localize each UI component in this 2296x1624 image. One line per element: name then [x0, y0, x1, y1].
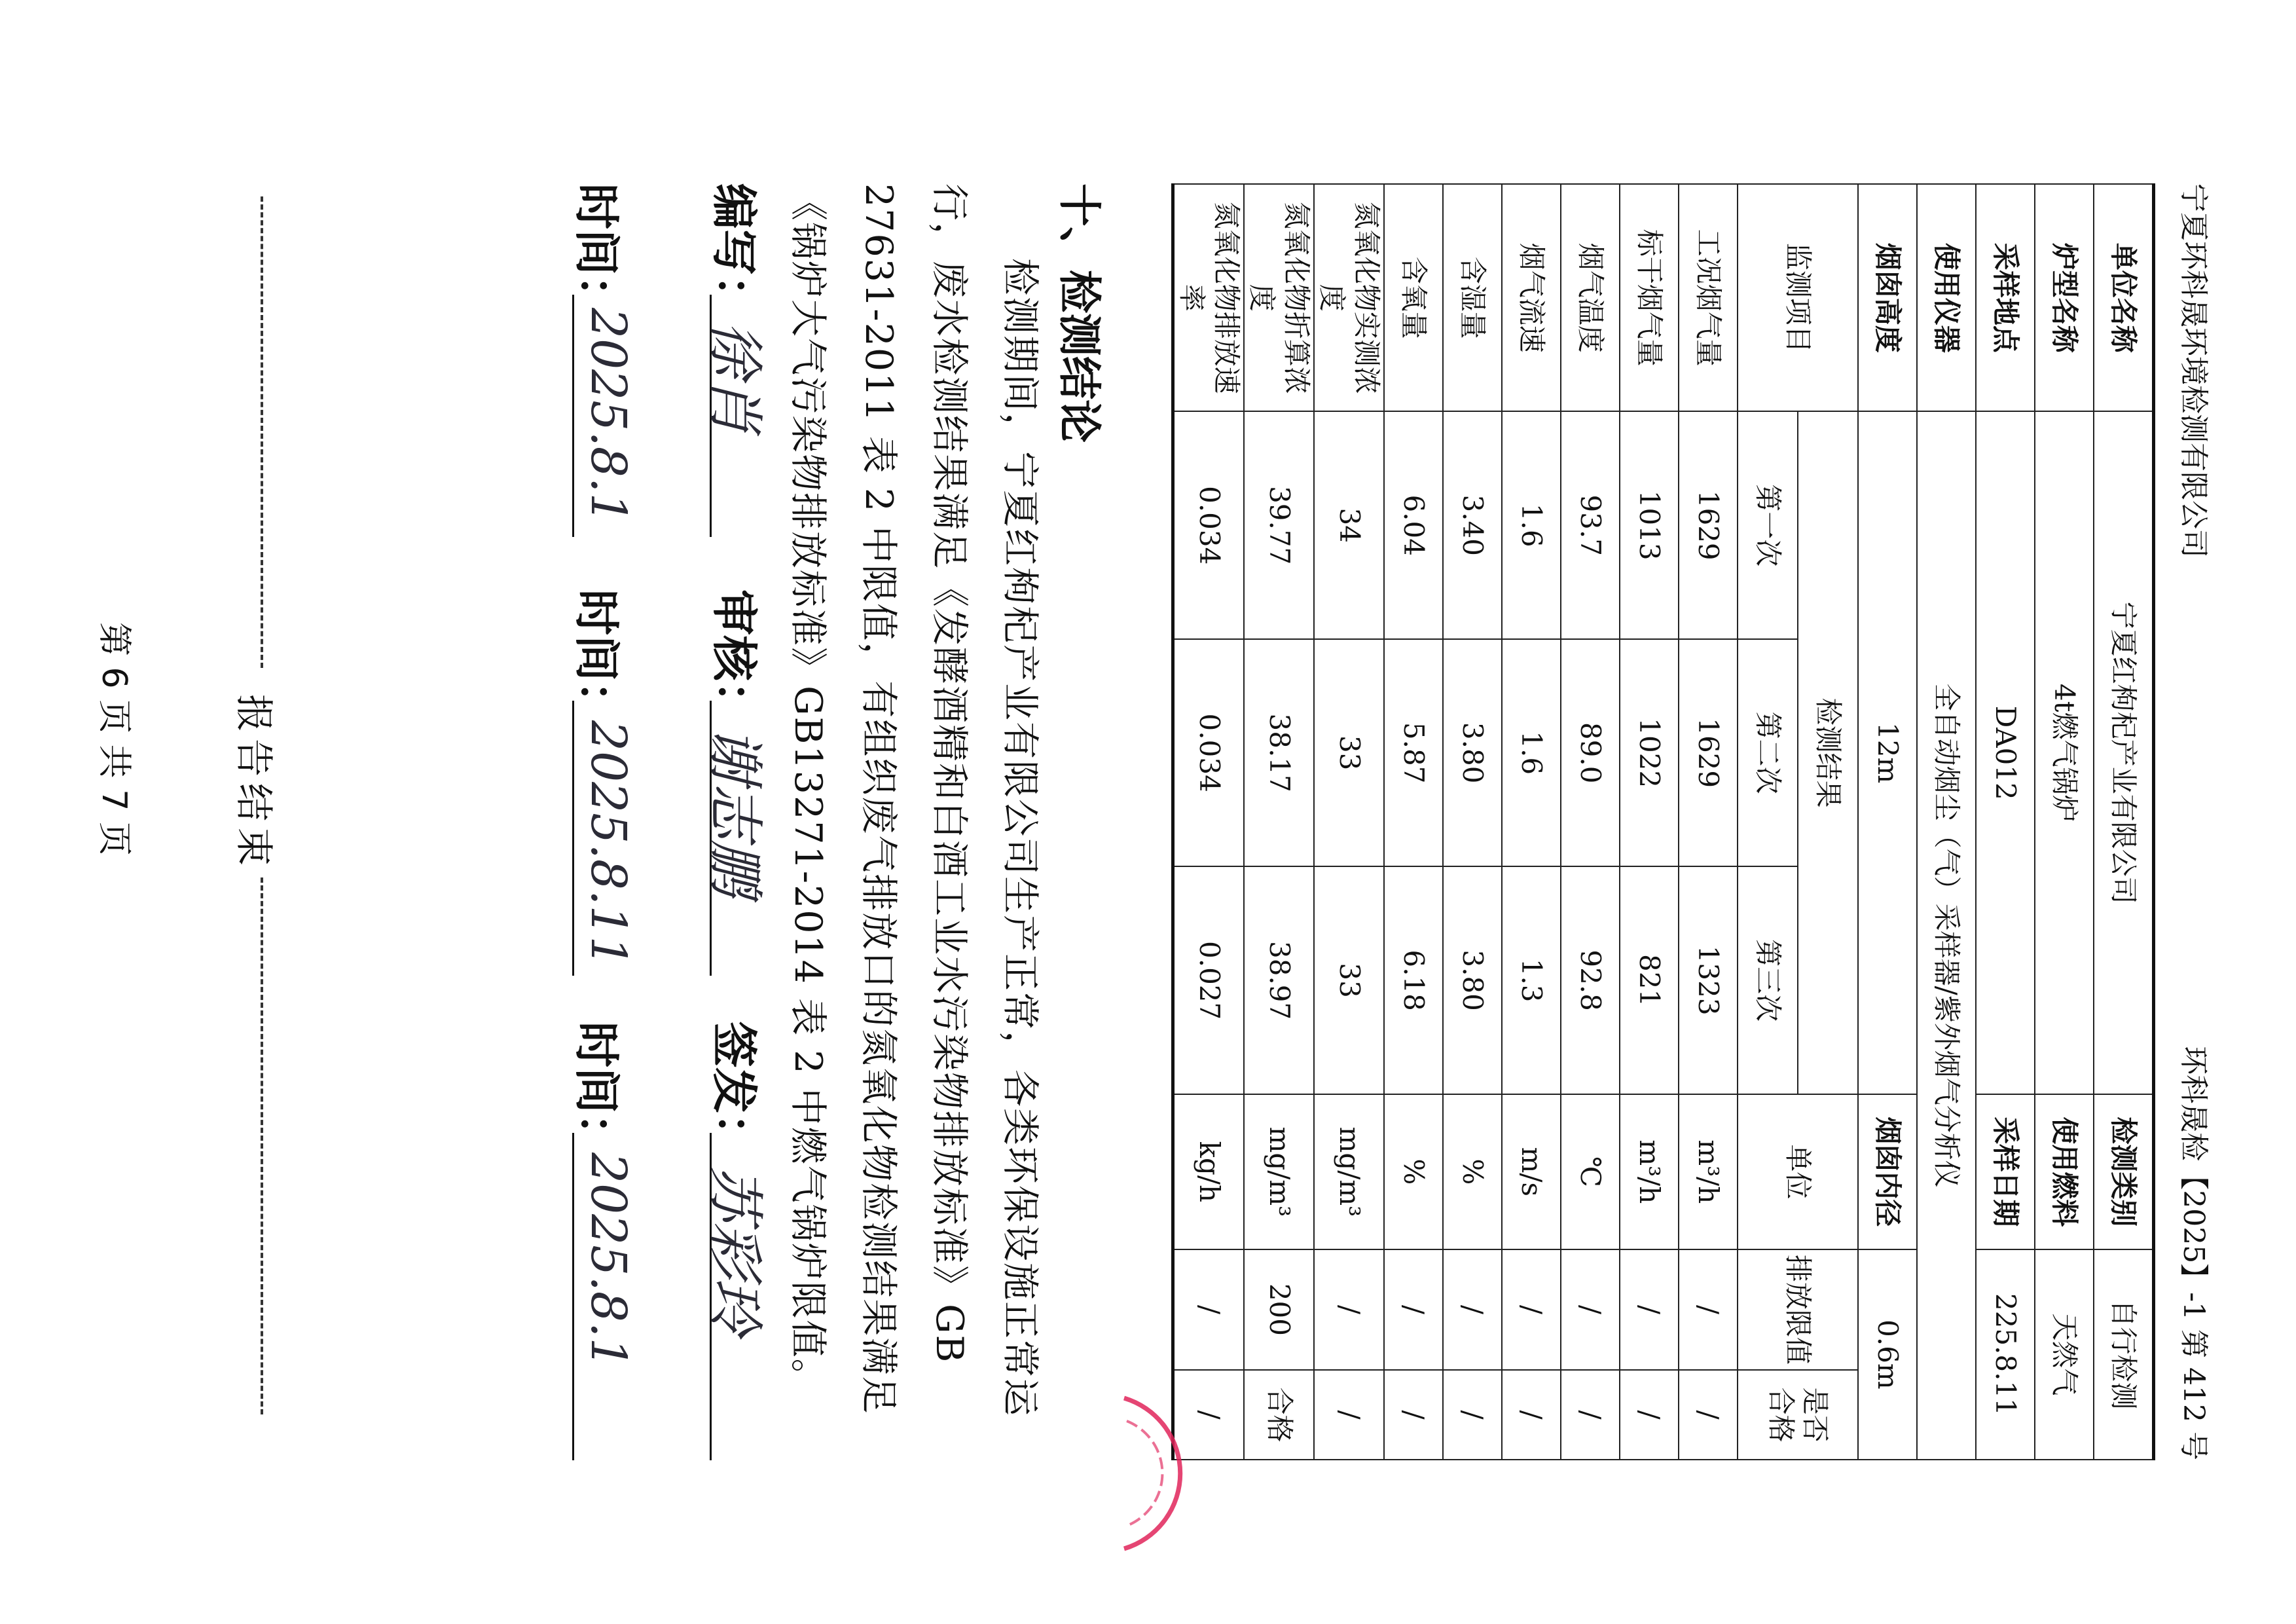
issuer-signature: 苏彩玲 — [702, 1166, 767, 1335]
table-row — [1679, 184, 1738, 1460]
fuel-label: 使用燃料 — [2035, 1094, 2094, 1249]
reviewer-date: 2025.8.11 — [580, 720, 636, 967]
height-value: 12m — [1858, 411, 1917, 1094]
info-row-unit — [2094, 184, 2154, 1460]
table-row — [1443, 184, 1502, 1460]
run-header-1: 第一次 — [1738, 411, 1798, 638]
cell-pass: / — [1443, 1370, 1502, 1460]
cell-unit: m³/h — [1620, 1094, 1679, 1249]
issuer-label: 签发： — [707, 1022, 761, 1159]
author-date: 2025.8.1 — [580, 308, 636, 524]
cell-run-3: 0.027 — [1173, 866, 1245, 1094]
reviewer-time-line — [572, 701, 574, 976]
report-number: 环科晟检【2025】-1 第 412 号 — [2177, 1046, 2210, 1460]
author-time-label: 时间： — [570, 183, 623, 321]
cell-run-2: 1629 — [1679, 639, 1738, 866]
cell-item: 含氧量 — [1384, 184, 1443, 411]
cell-run-1: 1629 — [1679, 411, 1738, 638]
reviewer-signature: 谢志鹏 — [702, 727, 767, 896]
furnace-label: 炉型名称 — [2035, 184, 2094, 411]
cell-run-1: 0.034 — [1173, 411, 1245, 638]
diameter-value: 0.6m — [1858, 1249, 1917, 1460]
cell-item: 工况烟气量 — [1679, 184, 1738, 411]
cell-limit: / — [1620, 1249, 1679, 1370]
info-row-height — [1858, 184, 1917, 1460]
item-header: 监测项目 — [1738, 184, 1858, 411]
reviewer-time-label: 时间： — [570, 589, 623, 727]
type-label: 检测类别 — [2094, 1094, 2154, 1249]
monitoring-table — [1171, 183, 2155, 1460]
cell-unit: ℃ — [1561, 1094, 1620, 1249]
table-header-row-1 — [1798, 184, 1858, 1460]
furnace-value: 4t燃气锅炉 — [2035, 411, 2094, 1094]
page-number: 第 6 页 共 7 页 — [94, 622, 134, 856]
info-row-furnace — [2035, 184, 2094, 1460]
diameter-label: 烟囱内径 — [1858, 1094, 1917, 1249]
cell-item: 烟气流速 — [1502, 184, 1561, 411]
cell-run-3: 38.97 — [1244, 866, 1314, 1094]
date-value: 225.8.11 — [1976, 1249, 2035, 1460]
reviewer-label: 审核： — [707, 589, 761, 727]
table-row — [1502, 184, 1561, 1460]
cell-run-3: 1.3 — [1502, 866, 1561, 1094]
table-row — [1173, 184, 1245, 1460]
run-header-2: 第二次 — [1738, 639, 1798, 866]
cell-item: 氮氧化物折算浓度 — [1244, 184, 1314, 411]
author-time-line — [572, 295, 574, 537]
table-row — [1314, 184, 1384, 1460]
cell-run-3: 92.8 — [1561, 866, 1620, 1094]
cell-run-1: 6.04 — [1384, 411, 1443, 638]
cell-limit: / — [1384, 1249, 1443, 1370]
site-value: DA012 — [1976, 411, 2035, 1094]
table-row — [1384, 184, 1443, 1460]
cell-pass: / — [1314, 1370, 1384, 1460]
cell-pass: 合格 — [1244, 1370, 1314, 1460]
cell-run-1: 1013 — [1620, 411, 1679, 638]
cell-limit: / — [1561, 1249, 1620, 1370]
cell-run-2: 33 — [1314, 639, 1384, 866]
conclusion-text: 检测期间，宁夏红枸杞产业有限公司生产正常，各类环保设施正常运行，废水检测结果满足《发酵酒精和白酒工业水污染物排放标准》GB 27631-2011 表 2 中限值，有组织废气排放口的氮氧化物检测结果满足《锅炉大气污染物排放标准》GB13271-2014 表 2 中燃气锅炉限值。 — [786, 183, 1042, 1417]
instrument-value: 全自动烟尘（气）采样器/紫外烟气分析仪 — [1917, 411, 1976, 1460]
cell-unit: % — [1443, 1094, 1502, 1249]
issuer-time-line — [572, 1133, 574, 1460]
cell-unit: % — [1384, 1094, 1443, 1249]
date-label: 采样日期 — [1976, 1094, 2035, 1249]
time-block — [502, 183, 672, 1467]
cell-item: 含湿量 — [1443, 184, 1502, 411]
instrument-label: 使用仪器 — [1917, 184, 1976, 411]
cell-run-1: 1.6 — [1502, 411, 1561, 638]
cell-pass: / — [1679, 1370, 1738, 1460]
end-dash-left — [261, 196, 263, 668]
result-header: 检测结果 — [1798, 411, 1858, 1094]
cell-limit: / — [1443, 1249, 1502, 1370]
cell-unit: m/s — [1502, 1094, 1561, 1249]
conclusion-title: 十、检测结论 — [1054, 183, 1104, 443]
cell-item: 氮氧化物实测浓度 — [1314, 184, 1384, 411]
cell-run-3: 33 — [1314, 866, 1384, 1094]
cell-run-1: 34 — [1314, 411, 1384, 638]
cell-limit: / — [1502, 1249, 1561, 1370]
table-row — [1561, 184, 1620, 1460]
issuer-time-label: 时间： — [570, 1022, 623, 1159]
cell-unit: mg/m³ — [1244, 1094, 1314, 1249]
cell-pass: / — [1502, 1370, 1561, 1460]
data-rows — [1173, 184, 1738, 1460]
cell-run-2: 89.0 — [1561, 639, 1620, 866]
cell-run-1: 93.7 — [1561, 411, 1620, 638]
cell-run-2: 5.87 — [1384, 639, 1443, 866]
limit-header: 排放限值 — [1738, 1249, 1858, 1370]
cell-unit: mg/m³ — [1314, 1094, 1384, 1249]
site-label: 采样地点 — [1976, 184, 2035, 411]
cell-run-1: 39.77 — [1244, 411, 1314, 638]
table-row — [1620, 184, 1679, 1460]
seal-stamp — [1118, 1385, 1262, 1562]
fuel-value: 天然气 — [2035, 1249, 2094, 1460]
cell-run-2: 1.6 — [1502, 639, 1561, 866]
unit-value: 宁夏红枸杞产业有限公司 — [2094, 411, 2154, 1094]
cell-item: 烟气温度 — [1561, 184, 1620, 411]
unit-header: 单位 — [1738, 1094, 1858, 1249]
author-label: 编写： — [707, 183, 761, 321]
company-name: 宁夏环科晟环境检测有限公司 — [2177, 183, 2210, 558]
cell-run-3: 1323 — [1679, 866, 1738, 1094]
cell-unit: kg/h — [1173, 1094, 1245, 1249]
cell-limit: 200 — [1244, 1249, 1314, 1370]
cell-limit: / — [1173, 1249, 1245, 1370]
unit-label: 单位名称 — [2094, 184, 2154, 411]
end-dash-right — [261, 877, 263, 1414]
cell-run-3: 821 — [1620, 866, 1679, 1094]
cell-run-2: 0.034 — [1173, 639, 1245, 866]
cell-pass: / — [1620, 1370, 1679, 1460]
cell-pass: / — [1384, 1370, 1443, 1460]
cell-limit: / — [1679, 1249, 1738, 1370]
author-signature: 徐肖 — [702, 321, 767, 434]
cell-run-3: 3.80 — [1443, 866, 1502, 1094]
report-end: 报告结束 — [232, 694, 276, 873]
type-value: 自行检测 — [2094, 1249, 2154, 1460]
issuer-date: 2025.8.1 — [580, 1153, 636, 1369]
cell-run-2: 38.17 — [1244, 639, 1314, 866]
cell-item: 标干烟气量 — [1620, 184, 1679, 411]
cell-run-3: 6.18 — [1384, 866, 1443, 1094]
cell-run-1: 3.40 — [1443, 411, 1502, 638]
cell-limit: / — [1314, 1249, 1384, 1370]
run-header-3: 第三次 — [1738, 866, 1798, 1094]
table-row — [1244, 184, 1314, 1460]
cell-pass: / — [1561, 1370, 1620, 1460]
cell-pass: / — [1173, 1370, 1245, 1460]
cell-unit: m³/h — [1679, 1094, 1738, 1249]
info-row-site — [1976, 184, 2035, 1460]
cell-run-2: 1022 — [1620, 639, 1679, 866]
cell-run-2: 3.80 — [1443, 639, 1502, 866]
info-row-instrument — [1917, 184, 1976, 1460]
pass-header: 是否合格 — [1738, 1370, 1858, 1460]
height-label: 烟囱高度 — [1858, 184, 1917, 411]
cell-item: 氮氧化物排放速率 — [1173, 184, 1245, 411]
